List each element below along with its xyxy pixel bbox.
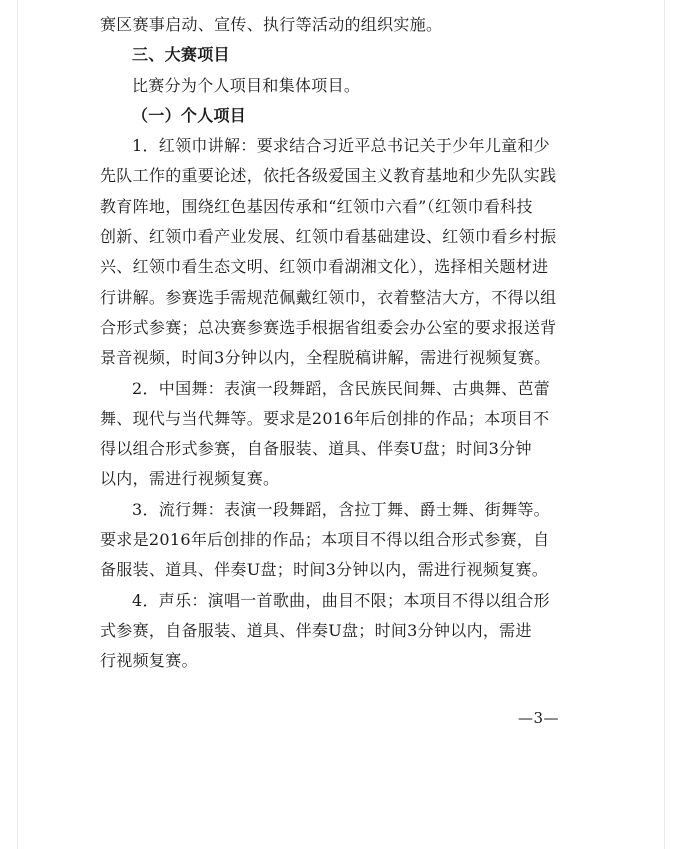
text-line: 式参赛，自备服装、道具、伴奏U盘；时间3分钟以内，需进 xyxy=(100,620,532,640)
text-line: 1．红领巾讲解：要求结合习近平总书记关于少年儿童和少 xyxy=(132,136,550,156)
page-number: —3— xyxy=(518,709,560,727)
text-line: 行视频复赛。 xyxy=(100,651,198,671)
text-line: 赛区赛事启动、宣传、执行等活动的组织实施。 xyxy=(100,15,443,34)
text-line: 教育阵地，围绕红色基因传承和“红领巾六看”（红领巾看科技 xyxy=(100,196,533,216)
text-line: 比赛分为个人项目和集体项目。 xyxy=(132,75,361,95)
document-body xyxy=(100,10,600,677)
text-line: 2．中国舞：表演一段舞蹈，含民族民间舞、古典舞、芭蕾 xyxy=(132,378,550,398)
text-line: 4．声乐：演唱一首歌曲，曲目不限；本项目不得以组合形 xyxy=(132,590,550,610)
text-line: 景音视频，时间3分钟以内，全程脱稿讲解，需进行视频复赛。 xyxy=(100,348,551,368)
subsection-heading: （一）个人项目 xyxy=(132,105,247,125)
text-line: 备服装、道具、伴奏U盘；时间3分钟以内，需进行视频复赛。 xyxy=(100,560,549,580)
text-line: 要求是2016年后创排的作品；本项目不得以组合形式参赛，自 xyxy=(100,530,550,550)
text-line: 行讲解。参赛选手需规范佩戴红领巾，衣着整洁大方，不得以组 xyxy=(100,287,557,307)
text-line: 先队工作的重要论述，依托各级爱国主义教育基地和少先队实践 xyxy=(100,166,557,186)
section-heading: 三、大赛项目 xyxy=(132,45,230,65)
text-line: 合形式参赛；总决赛参赛选手根据省组委会办公室的要求报送背 xyxy=(100,317,557,337)
document-page xyxy=(17,0,665,849)
text-line: 舞、现代与当代舞等。要求是2016年后创排的作品；本项目不 xyxy=(100,408,550,428)
text-line: 得以组合形式参赛，自备服装、道具、伴奏U盘；时间3分钟 xyxy=(100,439,532,459)
text-line: 3．流行舞：表演一段舞蹈，含拉丁舞、爵士舞、街舞等。 xyxy=(132,499,550,519)
text-line: 以内，需进行视频复赛。 xyxy=(100,469,280,489)
text-line: 创新、红领巾看产业发展、红领巾看基础建设、红领巾看乡村振 xyxy=(100,227,557,247)
text-line: 兴、红领巾看生态文明、红领巾看湖湘文化），选择相关题材进 xyxy=(100,257,549,277)
